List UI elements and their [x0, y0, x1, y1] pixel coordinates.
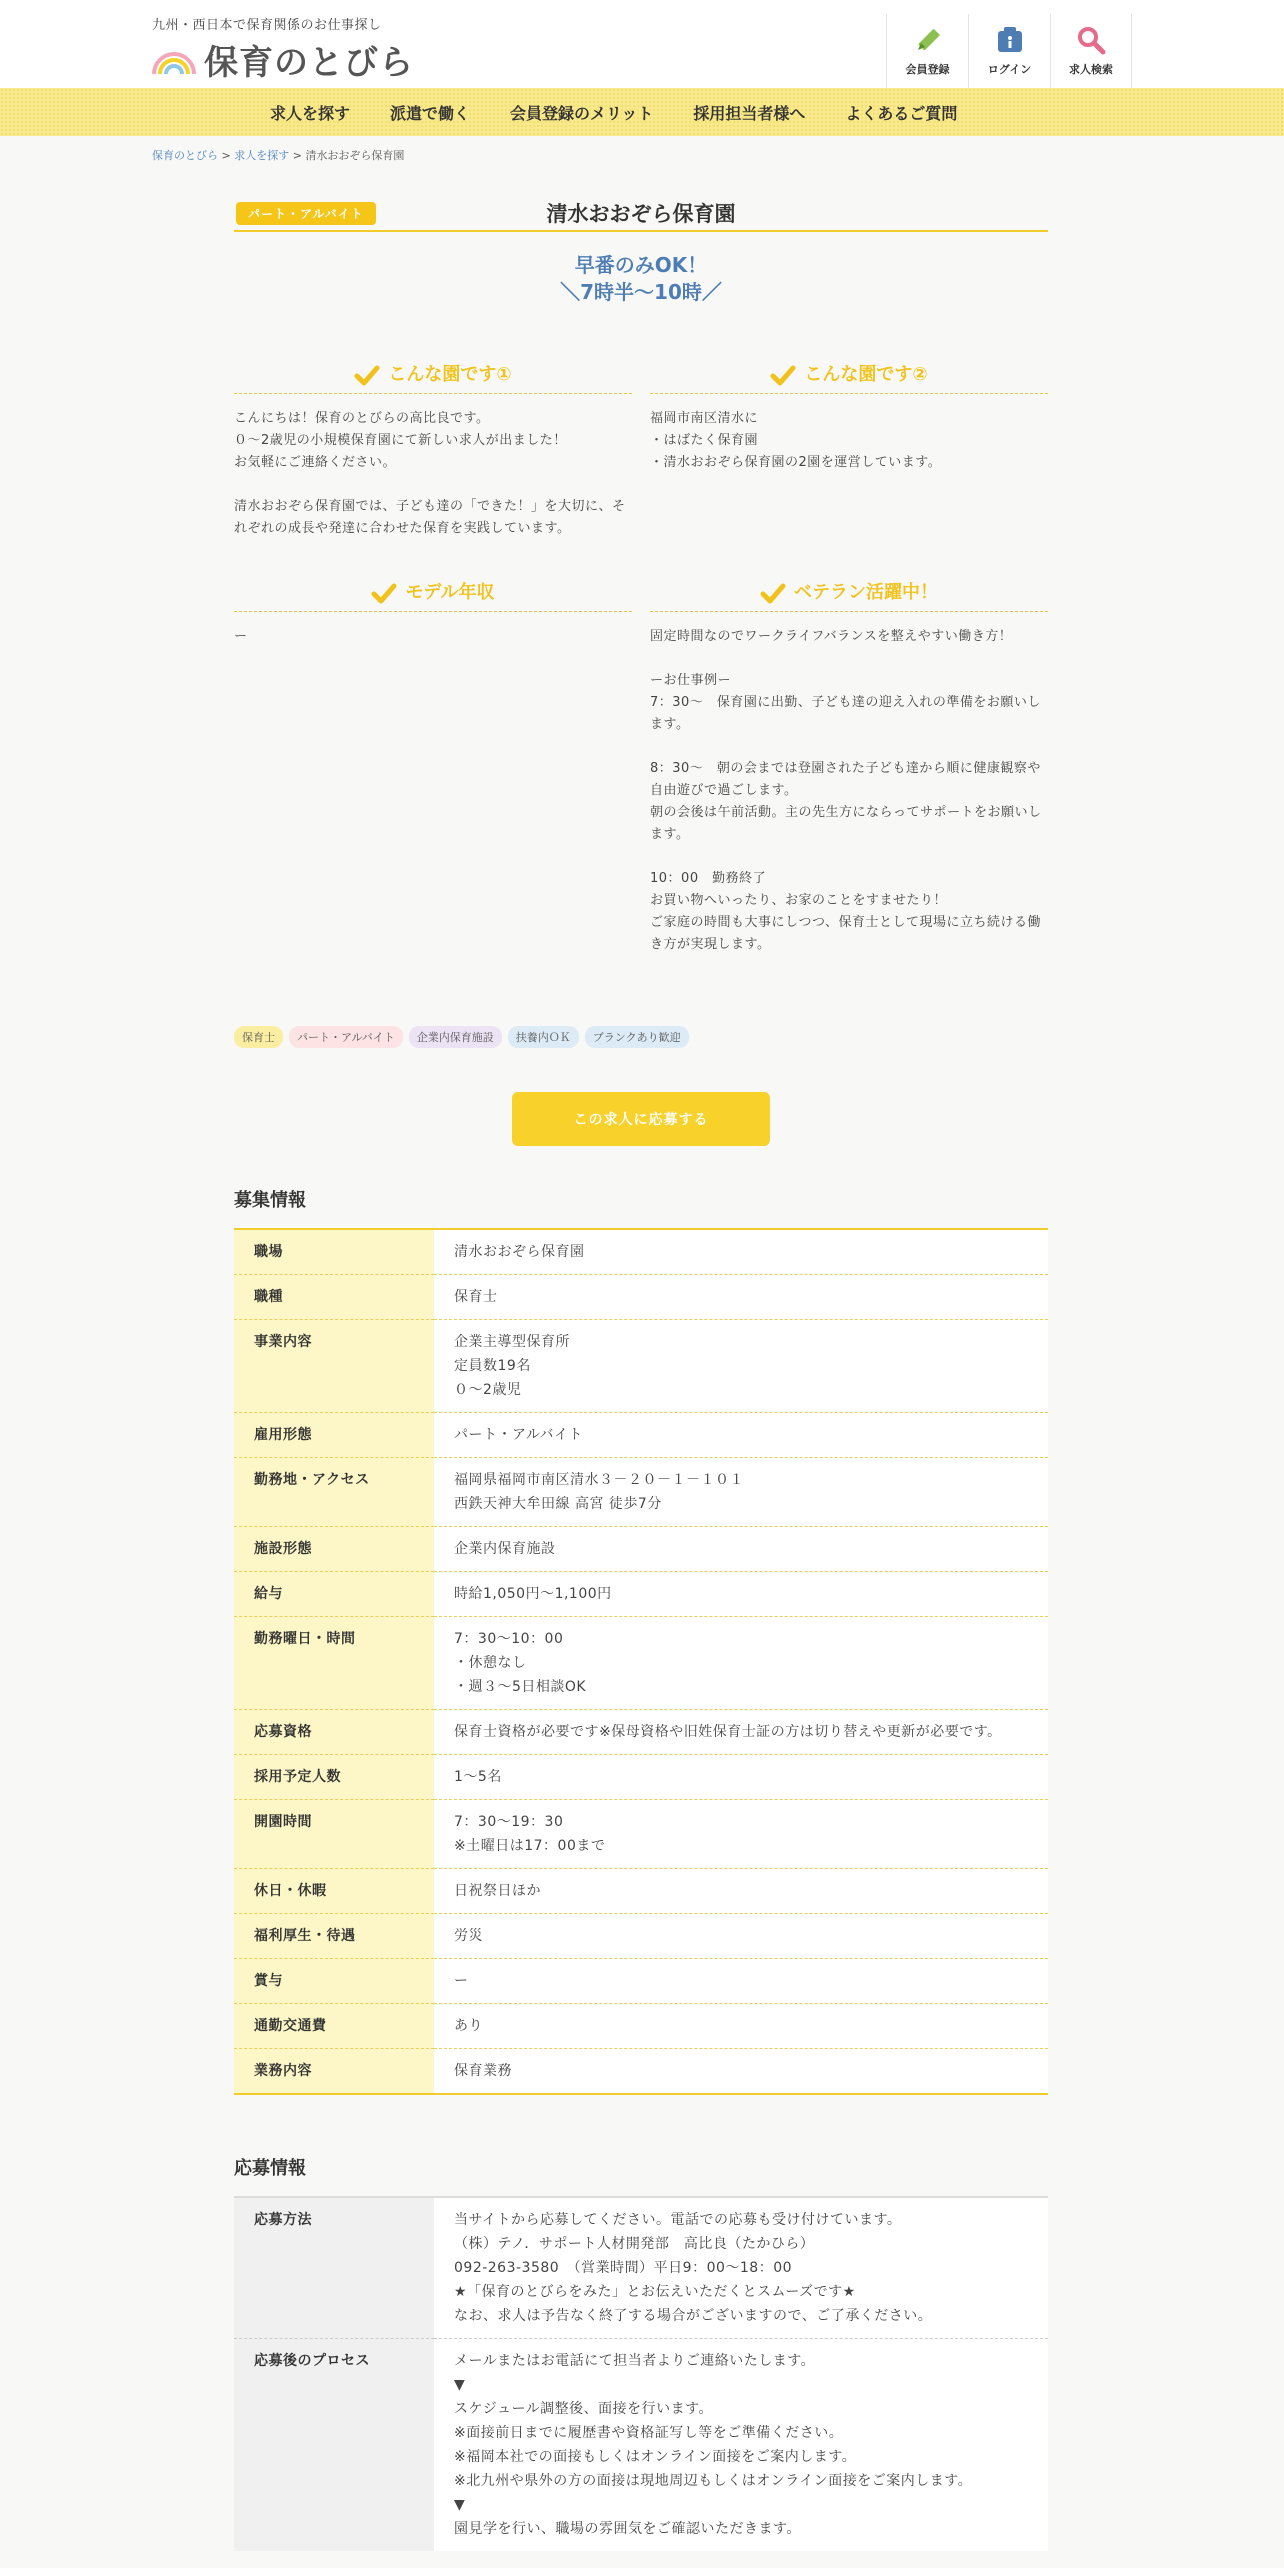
- site-logo[interactable]: [150, 38, 420, 83]
- info-value: ー: [434, 1959, 1048, 2004]
- info-value: 当サイトから応募してください。電話での応募も受け付けています。 （株）テノ．サポート人材開発部 高比良（たかひら） 092-263-3580 （営業時間）平日9：00～18：00 ★「保育のとびらをみた」とお伝えいただくとスムーズです★ なお、求人は予告なく終了する場合がございますので、ご了承ください。: [434, 2197, 1048, 2339]
- breadcrumb-separator: >: [218, 149, 235, 162]
- info-row: [234, 1617, 1048, 1710]
- info-value: メールまたはお電話にて担当者よりご連絡いたします。 ▼ スケジュール調整後、面接を行います。 ※面接前日までに履歴書や資格証写し等をご準備ください。 ※福岡本社での面接もしくはオンライン面接をご案内します。 ※北九州や県外の方の面接は現地周辺もしくはオンライン面接をご案内します。 ▼ 園見学を行い、職場の雰囲気をご確認いただきます。: [434, 2339, 1048, 2552]
- nav-item-faq[interactable]: よくあるご質問: [845, 103, 958, 123]
- breadcrumb-home[interactable]: 保育のとびら: [152, 149, 218, 162]
- info-row: [234, 1914, 1048, 1959]
- info-value: 保育士資格が必要です※保母資格や旧姓保育士証の方は切り替えや更新が必要です。: [434, 1710, 1048, 1755]
- breadcrumb-current: 清水おおぞら保育園: [305, 149, 405, 162]
- info-label: 職種: [234, 1275, 434, 1320]
- search-icon: [1076, 25, 1106, 55]
- info-value: あり: [434, 2004, 1048, 2049]
- register-label: 会員登録: [905, 63, 950, 76]
- logo-text: 保育のとびら: [204, 42, 414, 83]
- header-buttons: [886, 14, 1132, 88]
- job-title: 清水おおぞら保育園: [546, 202, 736, 226]
- section-body: 固定時間なのでワークライフバランスを整えやすい働き方！ ーお仕事例ー 7：30～ 保育園に出勤、子ども達の迎え入れの準備をお願いします。 8：30～ 朝の会までは登園された子ども達から順に健康観察や自由遊びで過ごします。 朝の会後は午前活動。主の先生方にならってサポートをお願いします。 10：00 勤務終了 お買い物へいったり、お家のことをすませたり！ ご家庭の時間も大事にしつつ、保育士として現場に立ち続ける働き方が実現します。: [650, 629, 1042, 952]
- info-row: [234, 1869, 1048, 1914]
- nav-item-find-jobs[interactable]: 求人を探す: [270, 103, 351, 123]
- section-title: モデル年収: [405, 582, 495, 603]
- info-value: 日祝祭日ほか: [434, 1869, 1048, 1914]
- apply-info-table: [234, 2196, 1048, 2551]
- info-row: [234, 1458, 1048, 1527]
- info-label: 採用予定人数: [234, 1755, 434, 1800]
- info-row: [234, 2197, 1048, 2339]
- info-label: 事業内容: [234, 1320, 434, 1413]
- section-heading: [234, 360, 632, 394]
- catch-line-1: 早番のみOK！: [574, 253, 708, 277]
- global-nav: [0, 88, 1284, 136]
- info-value: 時給1,050円～1,100円: [434, 1572, 1048, 1617]
- section-body: こんにちは！保育のとびらの高比良です。 ０～2歳児の小規模保育園にて新しい求人が出ました！ お気軽にご連絡ください。 清水おおぞら保育園では、子ども達の「できた！」を大切に、それぞれの成長や発達に合わせた保育を実践しています。: [234, 411, 626, 536]
- info-label: 通勤交通費: [234, 2004, 434, 2049]
- info-value: 企業内保育施設: [434, 1527, 1048, 1572]
- info-value: 保育業務: [434, 2049, 1048, 2095]
- nav-item-member-merits[interactable]: 会員登録のメリット: [510, 103, 654, 123]
- info-row: [234, 2004, 1048, 2049]
- info-label: 賞与: [234, 1959, 434, 2004]
- section-heading: [650, 578, 1048, 612]
- info-value: 企業主導型保育所 定員数19名 ０～2歳児: [434, 1320, 1048, 1413]
- info-label: 施設形態: [234, 1527, 434, 1572]
- info-row: [234, 1527, 1048, 1572]
- info-label: 勤務曜日・時間: [234, 1617, 434, 1710]
- job-title-row: [234, 190, 1048, 232]
- feature-section-4: [650, 578, 1048, 956]
- job-search-button[interactable]: [1050, 14, 1132, 88]
- info-label: 休日・休暇: [234, 1869, 434, 1914]
- info-value: 清水おおぞら保育園: [434, 1229, 1048, 1275]
- info-label: 開園時間: [234, 1800, 434, 1869]
- info-value: 7：30～19：30 ※土曜日は17：00まで: [434, 1800, 1048, 1869]
- rainbow-logo-icon: [150, 42, 198, 76]
- feature-section-1: [234, 360, 632, 540]
- info-row: [234, 1710, 1048, 1755]
- info-label: 福利厚生・待遇: [234, 1914, 434, 1959]
- info-row: [234, 2339, 1048, 2552]
- info-row: [234, 1800, 1048, 1869]
- register-button[interactable]: [886, 14, 968, 88]
- login-icon: [995, 25, 1025, 55]
- check-icon: [371, 582, 397, 604]
- info-value: 7：30～10：00 ・休憩なし ・週３～5日相談OK: [434, 1617, 1048, 1710]
- breadcrumb-separator: >: [289, 149, 306, 162]
- recruit-info-table: [234, 1228, 1048, 2095]
- employment-type-badge: パート・アルバイト: [236, 202, 376, 225]
- info-row: [234, 1320, 1048, 1413]
- section-heading: [650, 360, 1048, 394]
- info-label: 業務内容: [234, 2049, 434, 2095]
- recruit-info-heading: 募集情報: [234, 1190, 306, 1211]
- tag: 保育士: [234, 1026, 283, 1048]
- info-label: 給与: [234, 1572, 434, 1617]
- info-label: 応募資格: [234, 1710, 434, 1755]
- job-search-label: 求人検索: [1069, 63, 1113, 76]
- info-label: 勤務地・アクセス: [234, 1458, 434, 1527]
- info-value: パート・アルバイト: [434, 1413, 1048, 1458]
- apply-info-heading: 応募情報: [234, 2158, 306, 2179]
- info-row: [234, 1959, 1048, 2004]
- nav-item-dispatch[interactable]: 派遣で働く: [390, 103, 471, 123]
- tag: 企業内保育施設: [409, 1026, 502, 1048]
- info-label: 応募方法: [234, 2197, 434, 2339]
- check-icon: [760, 582, 786, 604]
- breadcrumb: [152, 147, 404, 163]
- info-row: [234, 1413, 1048, 1458]
- job-detail: [234, 190, 1048, 2537]
- check-icon: [770, 364, 796, 386]
- login-label: ログイン: [987, 63, 1032, 76]
- info-row: [234, 1229, 1048, 1275]
- info-label: 応募後のプロセス: [234, 2339, 434, 2552]
- info-label: 雇用形態: [234, 1413, 434, 1458]
- tag-list: [234, 1026, 689, 1048]
- info-row: [234, 2049, 1048, 2095]
- pencil-icon: [913, 25, 943, 55]
- login-button[interactable]: [968, 14, 1050, 88]
- section-body: ー: [234, 629, 248, 644]
- header-tagline: 九州・西日本で保育関係のお仕事探し: [152, 18, 382, 33]
- tag: 扶養内ＯＫ: [508, 1026, 579, 1048]
- apply-button[interactable]: この求人に応募する: [512, 1092, 770, 1146]
- section-heading: [234, 578, 632, 612]
- tag: パート・アルバイト: [289, 1026, 403, 1048]
- section-title: こんな園です①: [388, 364, 512, 385]
- info-value: 労災: [434, 1914, 1048, 1959]
- site-header: [0, 0, 1284, 88]
- catch-line-2: ＼7時半～10時／: [560, 280, 722, 304]
- feature-section-3: [234, 578, 632, 648]
- info-row: [234, 1755, 1048, 1800]
- job-catchcopy: [234, 252, 1048, 306]
- info-row: [234, 1275, 1048, 1320]
- info-value: 1～5名: [434, 1755, 1048, 1800]
- info-value: 福岡県福岡市南区清水３－２０－１－１０１ 西鉄天神大牟田線 高宮 徒歩7分: [434, 1458, 1048, 1527]
- info-value: 保育士: [434, 1275, 1048, 1320]
- section-body: 福岡市南区清水に ・はばたく保育園 ・清水おおぞら保育園の2園を運営しています。: [650, 411, 942, 470]
- info-row: [234, 1572, 1048, 1617]
- info-label: 職場: [234, 1229, 434, 1275]
- feature-section-2: [650, 360, 1048, 474]
- tag: ブランクあり歓迎: [585, 1026, 689, 1048]
- check-icon: [354, 364, 380, 386]
- breadcrumb-search[interactable]: 求人を探す: [234, 149, 290, 162]
- section-title: ベテラン活躍中！: [794, 582, 938, 603]
- section-title: こんな園です②: [804, 364, 928, 385]
- nav-item-employers[interactable]: 採用担当者様へ: [693, 103, 806, 123]
